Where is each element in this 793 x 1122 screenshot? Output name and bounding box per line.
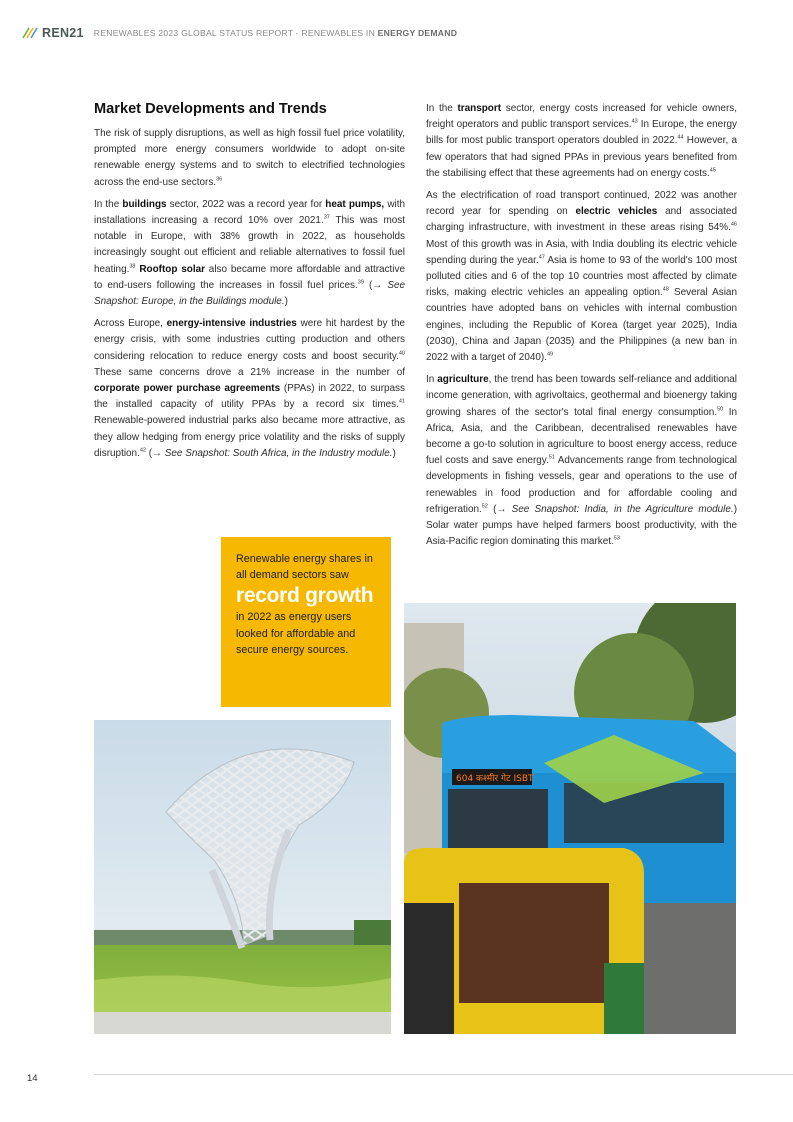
callout-highlight: record growth: [236, 584, 374, 608]
page-number: 14: [27, 1073, 38, 1084]
callout-text-bottom: in 2022 as energy users looked for affordable and secure energy sources.: [236, 611, 356, 656]
page-header: [22, 25, 457, 41]
snapshot-link-europe[interactable]: See Snapshot: Europe, in the Buildings module.: [94, 279, 405, 308]
callout-box: [221, 537, 391, 707]
bus-route-sign: 604 कश्मीर गेट ISBT: [456, 774, 534, 784]
photo-solar-tree-structure: [94, 720, 391, 1034]
paragraph-agriculture: In agriculture, the trend has been towards self-reliance and additional income generation, with agrivoltaics, geothermal and bioenergy taking growing shares of the sector's total final energy consumption.$^{50}$ In Africa, Asia, and the Caribbean, decentralised renewables have become a go-to solution in agriculture to boost energy access, reduce fuel costs and save energy.$^{51}$ Advancements range from technological developments in fishing vessels, gear and operations to the use of renewables in food production and for affordable cooling and refrigeration.$^{52}$ (→ See Snapshot: India, in the Agriculture module.) Solar water pumps have helped farmers boost productivity, with the Asia-Pacific region dominating this market.$^{53}$: [426, 374, 737, 548]
photo-electric-bus-and-rickshaw: [404, 603, 736, 1034]
solar-tree-image: [94, 720, 391, 1034]
footer-divider: [94, 1074, 793, 1075]
paragraph-transport: In the transport sector, energy costs increased for vehicle owners, freight operators and public transport services.$^{43}$ In Europe, the energy bills for most public transport operators doubled in 2022.44 However, a few operators that had signed PPAs in previous years benefited from the stabilising effect that these agreements had on energy costs.$^{45}$: [426, 103, 737, 179]
paragraph-electric-vehicles: As the electrification of road transport continued, 2022 was another record year for spending on electric vehicles and associated charging infrastructure, with investment in these areas rising 54%.$^{46}$ Most of this growth was in Asia, with India doubling its electric vehicle spending during the year.$^{47}$ Asia is home to 93 of the world's 100 most polluted cities and 6 of the top 10 countries most affected by climate risks, making electric vehicles an appealing option.$^{48}$ Several Asian countries have adopted bans on vehicles with internal combustion engines, including the Republic of Korea (target year 2025), India (2030), China and Japan (2035) and the Philippines (a new ban in 2022 with a target of 2040).$^{49}$: [426, 190, 737, 364]
paragraph-buildings: In the buildings sector, 2022 was a record year for heat pumps, with installations increasing a record 10% over 2021.37 This was most notable in Europe, with 38% growth in 2022, as households increasingly sought out efficient and reliable alternatives to fossil fuel heating.$^{38}$ Rooftop solar also became more affordable and attractive to end-users following the increases in fossil fuel prices.$^{39}$ (→ See Snapshot: Europe, in the Buildings module.): [94, 198, 406, 308]
text-column-right: [426, 101, 737, 556]
snapshot-link-south-africa[interactable]: See Snapshot: South Africa, in the Industry module.: [164, 447, 393, 459]
logo-text: REN21: [42, 26, 84, 40]
running-title: RENEWABLES 2023 GLOBAL STATUS REPORT - RENEWABLES IN ENERGY DEMAND: [93, 28, 458, 38]
paragraph-supply-risk: The risk of supply disruptions, as well as high fossil fuel price volatility, prompted more energy consumers worldwide to adopt on-site renewable energy systems and to switch to electrified technologies across the end-use sectors.$^{36}$: [94, 128, 405, 188]
snapshot-link-india[interactable]: See Snapshot: India, in the Agriculture module.: [511, 503, 734, 515]
section-heading: Market Developments and Trends: [94, 101, 327, 117]
paragraph-industry: Across Europe, energy-intensive industries were hit hardest by the energy crisis, with some industries cutting production and others considering relocation to reduce energy costs and boost security.$^{40}$ These same concerns drove a 21% increase in the number of corporate power purchase agreements (PPAs) in 2022, to surpass the installed capacity of utility PPAs by a record six times.$^{41}$ Renewable-powered industrial parks also became more attractive, as they allow hedging from energy price volatility and the risks of supply disruption.$^{42}$ (→ See Snapshot: South Africa, in the Industry module.): [94, 318, 405, 459]
ren21-logo-icon: [22, 27, 38, 39]
callout-text-top: Renewable energy shares in all demand sectors saw: [236, 553, 373, 582]
text-column-left: [94, 100, 405, 468]
electric-bus-image: [404, 603, 736, 1034]
